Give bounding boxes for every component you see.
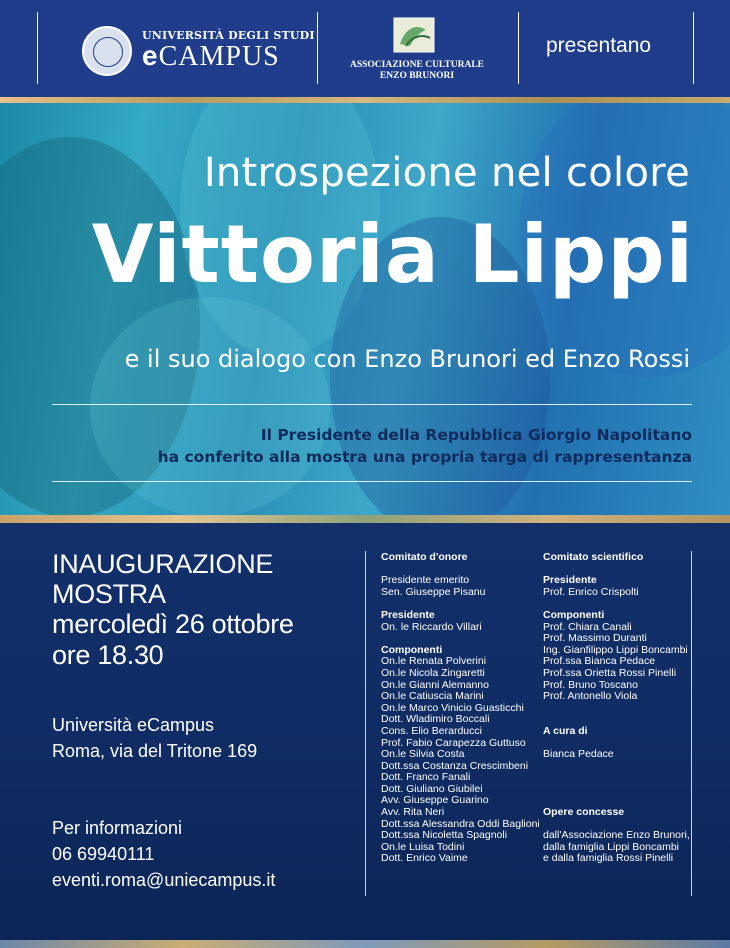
list-item: Ing. Gianfilippo Lippi Boncambi — [543, 643, 688, 656]
list-item: Avv. Giuseppe Guarino — [381, 794, 489, 807]
venue-address: Roma, via del Tritone 169 — [52, 741, 258, 761]
list-item: Dott.ssa Nicoletta Spagnoli — [381, 829, 508, 842]
list-item: Prof. Bruno Toscano — [543, 678, 638, 691]
list-item: On.le Gianni Alemanno — [381, 678, 489, 691]
scientific-president-heading: Presidente — [543, 574, 597, 587]
honor-committee-heading: Comitato d'onore — [381, 551, 468, 563]
list-item: On.le Marco Vinicio Guasticchi — [381, 701, 524, 714]
honor-president-name: On. le Riccardo Villari — [381, 620, 482, 633]
university-top-label: UNIVERSITÀ DEGLI STUDI — [142, 29, 315, 42]
list-item: Dott.ssa Alessandra Oddi Baglioni — [381, 817, 540, 830]
exhibition-tagline: e il suo dialogo con Enzo Brunori ed Enzo Rossi — [124, 345, 690, 373]
info-label: Per informazioni — [52, 818, 183, 838]
event-date: mercoledì 26 ottobre — [52, 609, 294, 639]
event-block — [52, 549, 294, 671]
honor-members-heading: Componenti — [381, 643, 443, 656]
university-seal-icon — [82, 26, 132, 76]
emeritus-name: Sen. Giuseppe Pisanu — [381, 585, 486, 598]
column-divider — [365, 551, 366, 896]
list-item: e dalla famiglia Rossi Pinelli — [543, 852, 674, 865]
president-award-note: Il Presidente della Repubblica Giorgio Napolitano ha conferito alla mostra una propria targa di rappresentanza — [157, 426, 692, 466]
list-item: On.le Renata Polverini — [381, 655, 487, 668]
contact-block — [52, 815, 275, 893]
exhibition-subtitle: Introspezione nel colore — [203, 150, 690, 196]
scientific-committee-heading: Comitato scientifico — [543, 551, 644, 563]
inauguration-label: INAUGURAZIONE — [52, 549, 274, 579]
list-item: On.le Nicola Zingaretti — [381, 666, 485, 679]
list-item: Prof. Antonello Viola — [543, 690, 638, 703]
association-logo-icon — [392, 16, 438, 56]
ecampus-logo: eCAMPUS — [142, 40, 280, 72]
header-divider — [37, 12, 38, 84]
list-item: Prof. Chiara Canali — [543, 620, 632, 633]
list-item: Cons. Elio Berarducci — [381, 724, 482, 737]
column-divider — [691, 551, 692, 896]
list-item: On.le Silvia Costa — [381, 748, 465, 761]
header-divider — [518, 12, 519, 84]
list-item: Dott. Giuliano Giubilei — [381, 782, 483, 795]
list-item: Prof. Fabio Carapezza Guttuso — [381, 736, 526, 749]
emeritus-heading: Presidente emerito — [381, 574, 470, 587]
list-item: Dott. Franco Fanali — [381, 771, 471, 784]
honor-committee — [381, 552, 540, 865]
event-time: ore 18.30 — [52, 640, 164, 670]
list-item: Avv. Rita Neri — [381, 806, 445, 819]
list-item: dall'Associazione Enzo Brunori, — [543, 829, 690, 842]
works-heading: Opere concesse — [543, 806, 625, 819]
header-divider — [317, 12, 318, 84]
scientific-president-name: Prof. Enrico Crispolti — [543, 585, 639, 598]
header-divider — [693, 12, 694, 84]
presentano-label: presentano — [546, 34, 652, 57]
artist-name-title: Vittoria Lippi — [91, 208, 694, 301]
list-item: Prof.ssa Orietta Rossi Pinelli — [543, 666, 677, 679]
venue-name: Università eCampus — [52, 715, 215, 735]
exhibition-label: MOSTRA — [52, 579, 166, 609]
list-item: Prof. Massimo Duranti — [543, 632, 647, 645]
list-item: Dott. Enrico Vaime — [381, 852, 468, 865]
painting-edge-top — [0, 97, 730, 103]
list-item: On.le Catiuscia Marini — [381, 690, 484, 703]
list-item: Dott. Wladimiro Boccali — [381, 713, 490, 726]
scientific-committee — [543, 552, 690, 865]
phone-number[interactable]: 06 69940111 — [52, 844, 155, 864]
list-item: Dott.ssa Costanza Crescimbeni — [381, 759, 529, 772]
scientific-members-heading: Componenti — [543, 608, 605, 621]
curator-heading: A cura di — [543, 724, 588, 737]
list-item: dalla famiglia Lippi Boncambi — [543, 840, 679, 853]
honor-president-heading: Presidente — [381, 608, 435, 621]
painting-edge-bottom-strip — [0, 940, 730, 948]
painting-edge-bottom — [0, 515, 730, 523]
venue-block — [52, 712, 257, 764]
divider-line — [52, 481, 692, 482]
curator-name: Bianca Pedace — [543, 748, 614, 761]
association-name: ASSOCIAZIONE CULTURALE ENZO BRUNORI — [349, 60, 484, 81]
list-item: Prof.ssa Bianca Pedace — [543, 655, 656, 668]
email-link[interactable]: eventi.roma@uniecampus.it — [52, 870, 276, 890]
divider-line — [52, 404, 692, 405]
list-item: On.le Luisa Todini — [381, 840, 465, 853]
